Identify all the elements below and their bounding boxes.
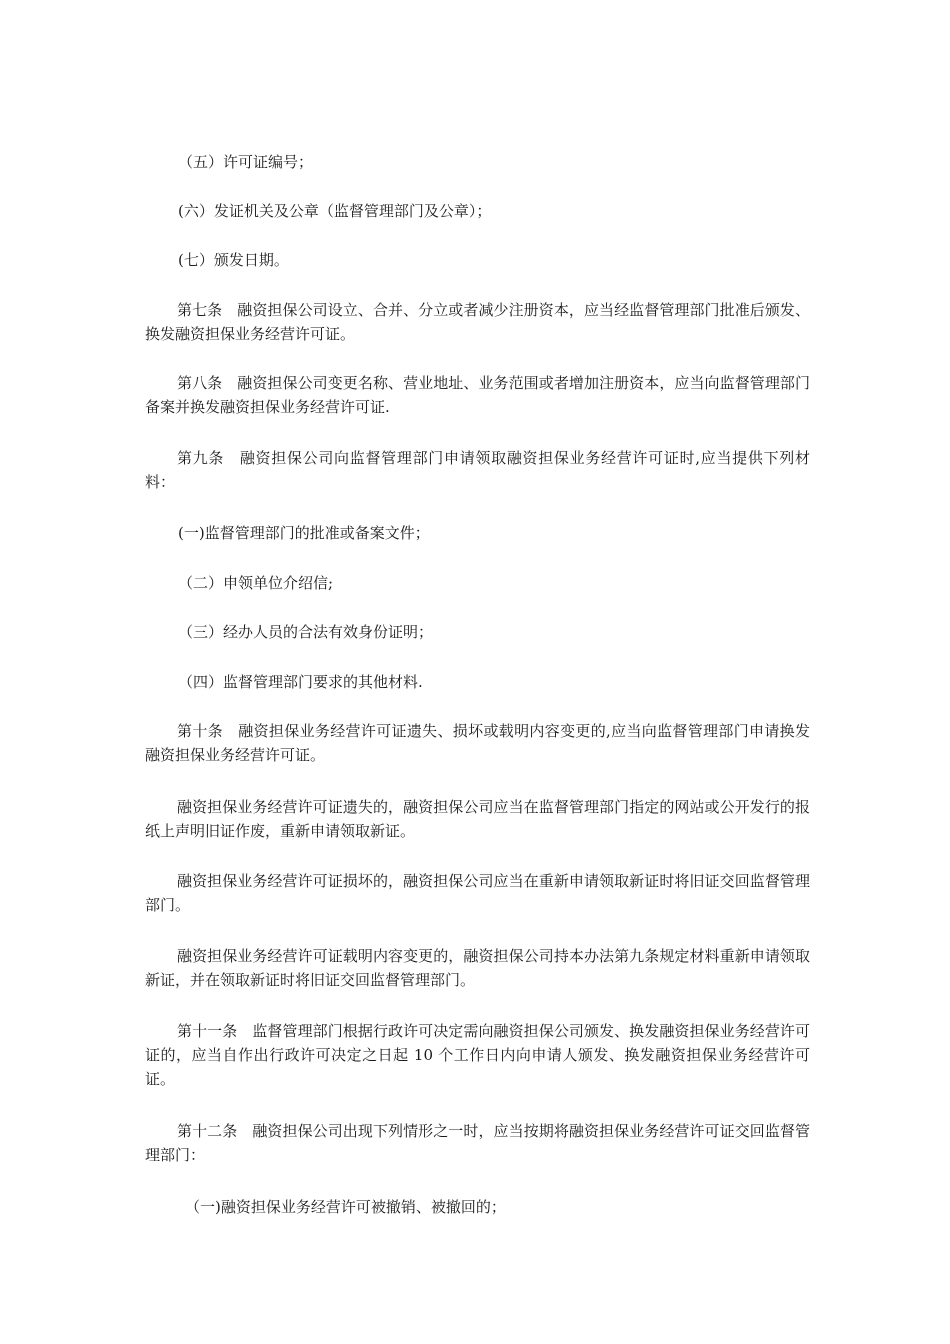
article-12: 第十二条 融资担保公司出现下列情形之一时，应当按期将融资担保业务经营许可证交回监督管理部门： bbox=[145, 1122, 810, 1164]
list-item-issuing-authority: (六）发证机关及公章（监督管理部门及公章）； bbox=[178, 202, 492, 220]
list-item-other-materials: （四）监督管理部门要求的其他材料. bbox=[178, 673, 423, 691]
list-item-license-number: （五）许可证编号； bbox=[178, 153, 314, 171]
article-11: 第十一条 监督管理部门根据行政许可决定需向融资担保公司颁发、换发融资担保业务经营许可证的，应当自作出行政许可决定之日起 10 个工作日内向申请人颁发、换发融资担保业务经营许可证。 bbox=[145, 1022, 810, 1088]
article-9: 第九条 融资担保公司向监督管理部门申请领取融资担保业务经营许可证时,应当提供下列材料： bbox=[145, 449, 810, 491]
article-7: 第七条 融资担保公司设立、合并、分立或者减少注册资本，应当经监督管理部门批准后颁发、换发融资担保业务经营许可证。 bbox=[145, 301, 810, 343]
list-item-issue-date: (七）颁发日期。 bbox=[178, 251, 289, 269]
paragraph-license-content-changed: 融资担保业务经营许可证载明内容变更的，融资担保公司持本办法第九条规定材料重新申请领取新证，并在领取新证时将旧证交回监督管理部门。 bbox=[145, 947, 810, 989]
article-10: 第十条 融资担保业务经营许可证遗失、损坏或载明内容变更的,应当向监督管理部门申请换发融资担保业务经营许可证。 bbox=[145, 722, 810, 764]
list-item-approval-document: (一)监督管理部门的批准或备案文件； bbox=[178, 524, 430, 542]
list-item-introduction-letter: （二）申领单位介绍信; bbox=[178, 574, 334, 592]
list-item-license-revoked: （一)融资担保业务经营许可被撤销、被撤回的； bbox=[185, 1198, 506, 1216]
list-item-identity-proof: （三）经办人员的合法有效身份证明； bbox=[178, 623, 434, 641]
paragraph-license-lost: 融资担保业务经营许可证遗失的，融资担保公司应当在监督管理部门指定的网站或公开发行的报纸上声明旧证作废，重新申请领取新证。 bbox=[145, 798, 810, 840]
paragraph-license-damaged: 融资担保业务经营许可证损坏的，融资担保公司应当在重新申请领取新证时将旧证交回监督管理部门。 bbox=[145, 872, 810, 914]
article-8: 第八条 融资担保公司变更名称、营业地址、业务范围或者增加注册资本，应当向监督管理部门备案并换发融资担保业务经营许可证. bbox=[145, 374, 810, 416]
